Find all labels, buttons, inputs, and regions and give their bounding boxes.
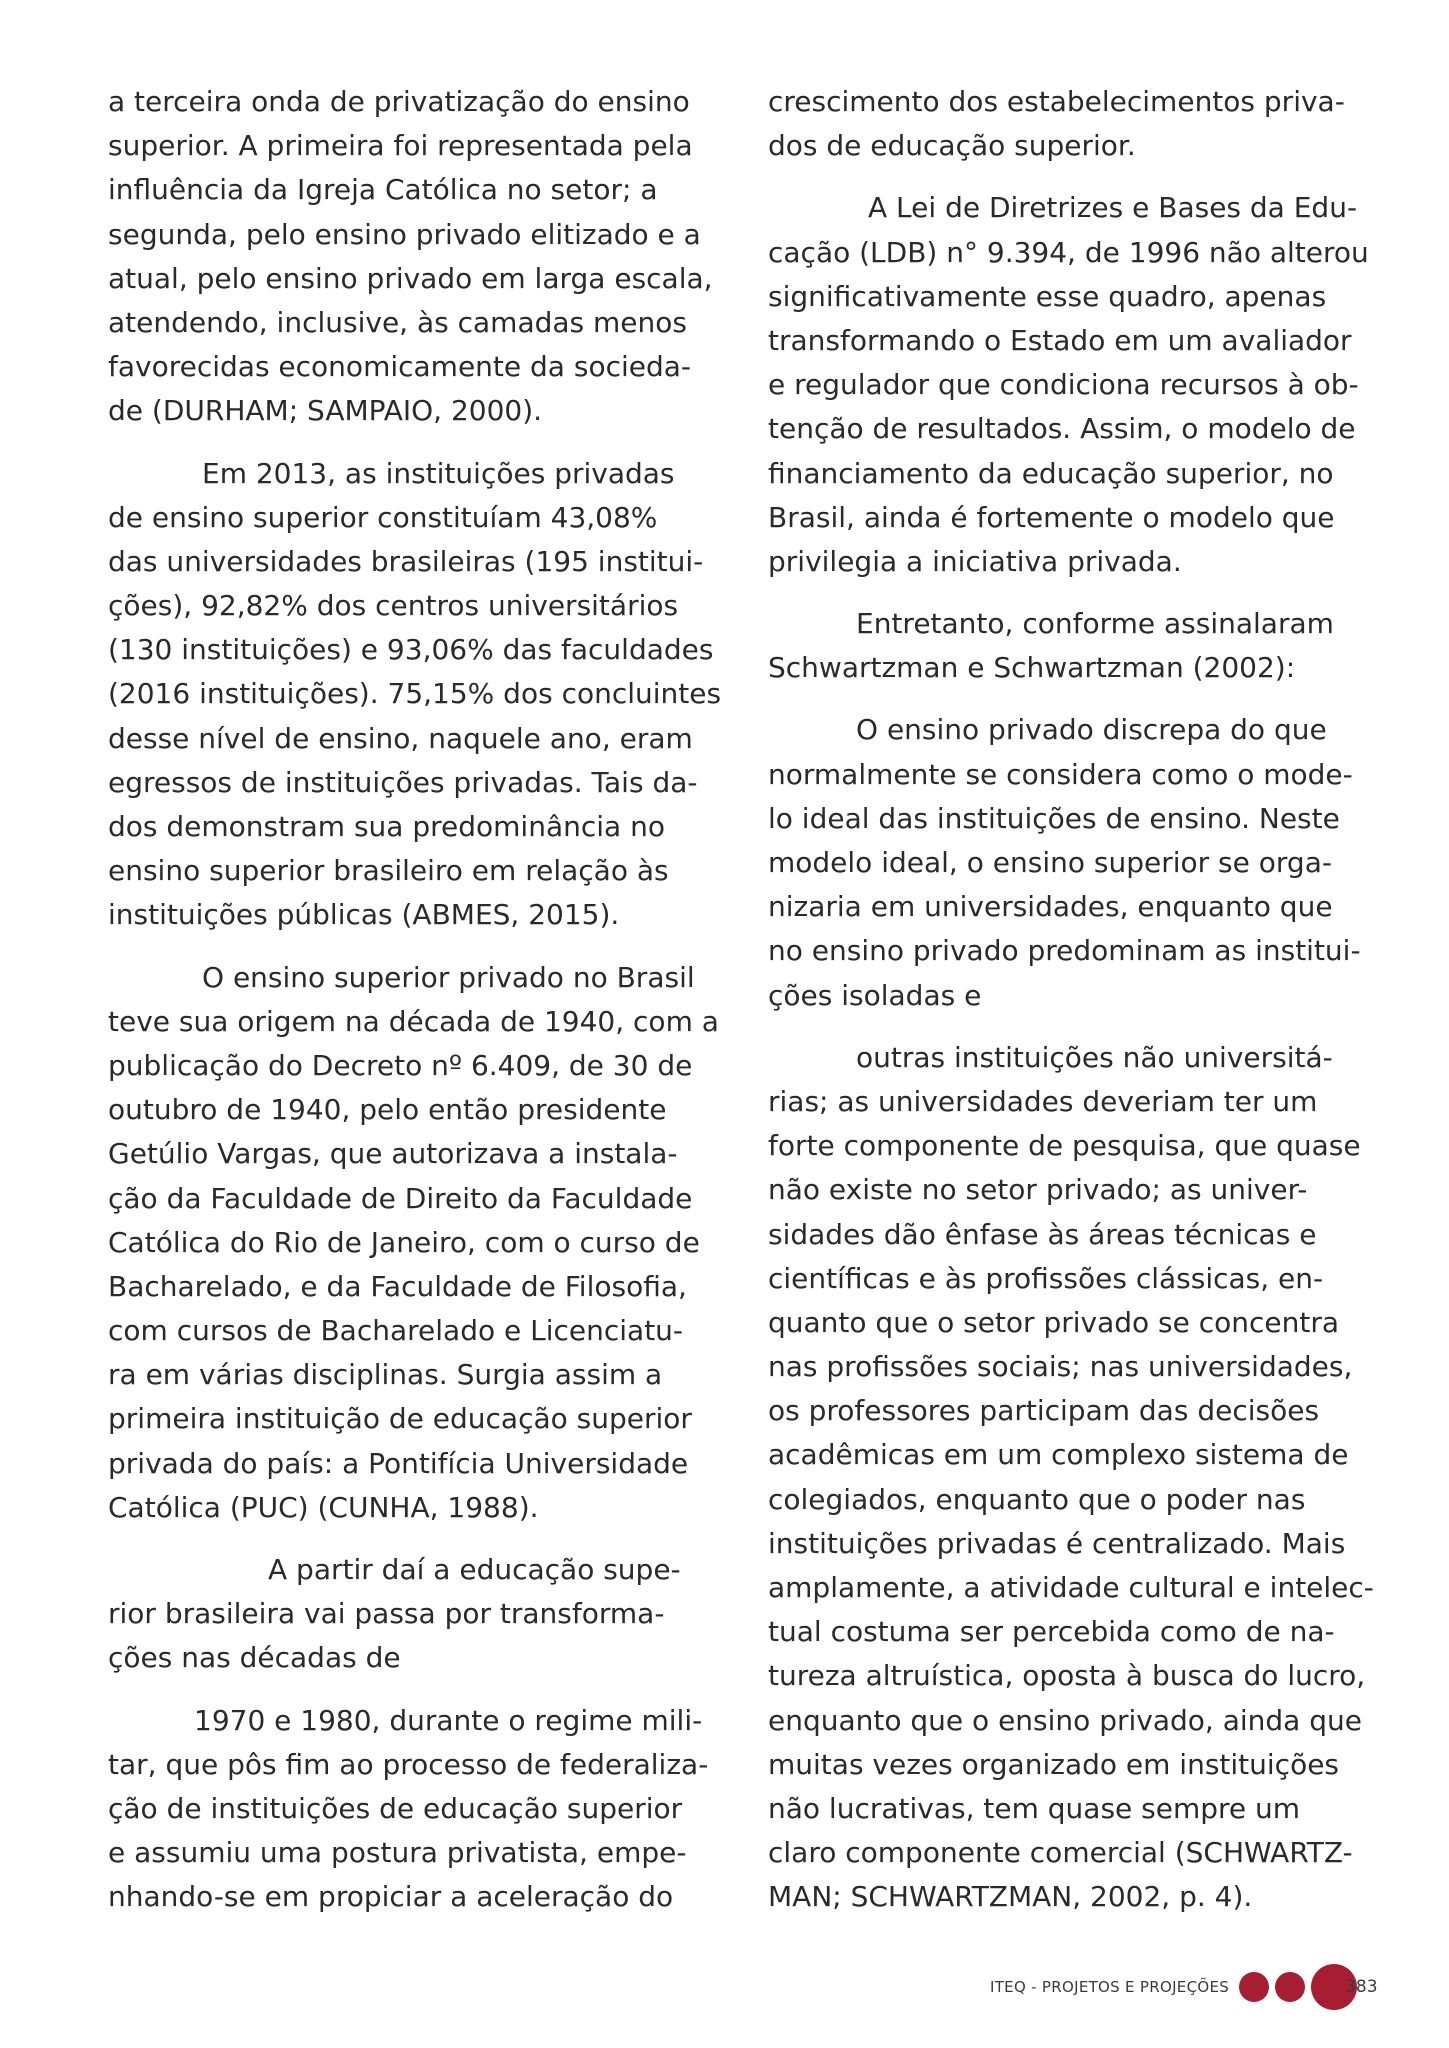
text-line: a terceira onda de privatização do ensino	[108, 85, 690, 118]
text-line: muitas vezes organizado em instituições	[768, 1747, 1340, 1781]
text-line: e regulador que condiciona recursos à ob-	[768, 368, 1359, 402]
text-line: ção de instituições de educação superior	[108, 1791, 683, 1825]
text-line: egressos de instituições privadas. Tais da-	[108, 765, 698, 799]
page-footer	[990, 1962, 1378, 2012]
text-line: superior. A primeira foi representada pela	[108, 129, 693, 163]
text-line: primeira instituição de educação superior	[108, 1402, 692, 1436]
text-line: MAN; SCHWARTZMAN, 2002, p. 4).	[768, 1880, 1253, 1914]
paragraph-gap	[108, 938, 708, 956]
text-line: segunda, pelo ensino privado elitizado e a	[108, 217, 701, 251]
text-line: Schwartzman e Schwartzman (2002):	[768, 651, 1296, 685]
left-column	[108, 80, 722, 1920]
text-line: científicas e às profissões clássicas, en-	[768, 1261, 1324, 1295]
paragraph-gap	[768, 1018, 1368, 1036]
text-line: não lucrativas, tem quase sempre um	[768, 1791, 1301, 1825]
text-line: ensino superior brasileiro em relação às	[108, 854, 669, 888]
text-line: nhando-se em propiciar a aceleração do	[108, 1880, 674, 1914]
text-line: atendendo, inclusive, às camadas menos	[108, 305, 687, 339]
text-line: teve sua origem na década de 1940, com a	[108, 1004, 719, 1038]
text-line: com cursos de Bacharelado e Licenciatu-	[108, 1314, 684, 1348]
text-line: A partir daí a educação supe-	[268, 1553, 681, 1586]
text-line: ções nas décadas de	[108, 1641, 401, 1675]
text-line: acadêmicas em um complexo sistema de	[768, 1438, 1349, 1472]
text-line: enquanto que o ensino privado, ainda que	[768, 1703, 1362, 1737]
text-line: os professores participam das decisões	[768, 1394, 1320, 1428]
paragraph	[768, 602, 1368, 690]
text-line: ção da Faculdade de Direito da Faculdade	[108, 1181, 693, 1215]
text-line: ções), 92,82% dos centros universitários	[108, 589, 679, 623]
text-line: transformando o Estado em um avaliador	[768, 323, 1352, 357]
text-line: tenção de resultados. Assim, o modelo de	[768, 412, 1356, 446]
footer-dot-small-2	[1275, 1972, 1305, 2002]
text-line: Getúlio Vargas, que autorizava a instala-	[108, 1137, 678, 1171]
text-line: cação (LDB) n° 9.394, de 1996 não alterou	[768, 235, 1369, 269]
text-line: crescimento dos estabelecimentos priva-	[768, 85, 1345, 118]
text-line: sidades dão ênfase às áreas técnicas e	[768, 1217, 1317, 1251]
text-line: outubro de 1940, pelo então presidente	[108, 1093, 667, 1127]
text-line: (2016 instituições). 75,15% dos concluintes	[108, 677, 722, 711]
paragraph-gap	[768, 584, 1368, 602]
text-line: 1970 e 1980, durante o regime mili-	[194, 1703, 703, 1737]
text-line: no ensino privado predominam as institui-	[768, 934, 1361, 968]
paragraph	[768, 708, 1368, 1017]
paragraph	[108, 956, 719, 1530]
text-line: quanto que o setor privado se concentra	[768, 1305, 1340, 1339]
text-line: outras instituições não universitá-	[856, 1040, 1333, 1074]
text-line: e assumiu uma postura privatista, empe-	[108, 1836, 687, 1870]
page-number: 383	[1345, 1977, 1378, 1997]
text-line: nizaria em universidades, enquanto que	[768, 890, 1333, 924]
text-line: significativamente esse quadro, apenas	[768, 279, 1327, 313]
text-line: Entretanto, conforme assinalaram	[856, 607, 1334, 641]
text-line: atual, pelo ensino privado em larga escala,	[108, 261, 713, 295]
text-line: O ensino superior privado no Brasil	[202, 960, 695, 994]
text-line: dos demonstram sua predominância no	[108, 810, 665, 843]
text-line: de ensino superior constituíam 43,08%	[108, 500, 658, 534]
text-line: influência da Igreja Católica no setor; a	[108, 173, 658, 207]
paragraph	[108, 1699, 708, 1920]
text-line: ções isoladas e	[768, 978, 982, 1012]
text-line: Brasil, ainda é fortemente o modelo que	[768, 500, 1335, 534]
text-line: colegiados, enquanto que o poder nas	[768, 1482, 1306, 1516]
text-line: ra em várias disciplinas. Surgia assim a	[108, 1358, 663, 1392]
text-line: desse nível de ensino, naquele ano, eram	[108, 721, 693, 755]
paragraph	[768, 186, 1368, 584]
text-line: forte componente de pesquisa, que quase	[768, 1129, 1361, 1163]
paragraph-gap	[108, 434, 708, 452]
text-line: das universidades brasileiras (195 institui-	[108, 544, 704, 578]
text-line: privilegia a iniciativa privada.	[768, 544, 1182, 578]
text-line: instituições públicas (ABMES, 2015).	[108, 898, 620, 932]
text-line: A Lei de Diretrizes e Bases da Edu-	[868, 191, 1358, 225]
paragraph	[768, 80, 1368, 168]
text-line: claro componente comercial (SCHWARTZ-	[768, 1836, 1353, 1870]
text-line: rias; as universidades deveriam ter um	[768, 1084, 1318, 1118]
text-line: de (DURHAM; SAMPAIO, 2000).	[108, 394, 543, 428]
paragraph-gap	[108, 1681, 708, 1699]
text-line: não existe no setor privado; as univer-	[768, 1173, 1308, 1207]
text-line: dos de educação superior.	[768, 129, 1136, 163]
text-line: rior brasileira vai passa por transforma-	[108, 1597, 665, 1631]
text-line: tar, que pôs fim ao processo de federaliza-	[108, 1747, 709, 1781]
paragraph-gap	[108, 1530, 708, 1548]
text-line: favorecidas economicamente da socieda-	[108, 350, 692, 384]
text-line: tual costuma ser percebida como de na-	[768, 1615, 1335, 1649]
text-line: O ensino privado discrepa do que	[856, 713, 1327, 747]
paragraph-gap	[768, 690, 1368, 708]
text-line: Católica (PUC) (CUNHA, 1988).	[108, 1490, 539, 1524]
journal-title: ITEQ - PROJETOS E PROJEÇÕES	[990, 1978, 1230, 1996]
paragraph-gap	[768, 168, 1368, 186]
text-line: normalmente se considera como o mode-	[768, 757, 1353, 791]
paragraph	[108, 1548, 708, 1681]
text-line: Católica do Rio de Janeiro, com o curso de	[108, 1225, 700, 1259]
text-line: instituições privadas é centralizado. Mais	[768, 1526, 1346, 1560]
text-line: privada do país: a Pontifícia Universidade	[108, 1446, 689, 1480]
text-line: tureza altruística, oposta à busca do lucro,	[768, 1659, 1366, 1693]
text-line: nas profissões sociais; nas universidades,	[768, 1350, 1353, 1384]
paragraph	[108, 452, 722, 938]
text-line: Em 2013, as instituições privadas	[202, 456, 675, 490]
text-line: modelo ideal, o ensino superior se orga-	[768, 846, 1332, 879]
text-line: Bacharelado, e da Faculdade de Filosofia,	[108, 1269, 687, 1303]
text-line: financiamento da educação superior, no	[768, 456, 1334, 490]
paragraph	[768, 1036, 1374, 1920]
paragraph	[108, 80, 713, 434]
text-line: publicação do Decreto nº 6.409, de 30 de	[108, 1048, 693, 1082]
right-column	[768, 80, 1374, 1920]
text-line: (130 instituições) e 93,06% das faculdades	[108, 633, 714, 667]
text-line: amplamente, a atividade cultural e intelec-	[768, 1571, 1374, 1604]
text-line: lo ideal das instituições de ensino. Neste	[768, 801, 1340, 835]
footer-dot-small-1	[1239, 1972, 1269, 2002]
